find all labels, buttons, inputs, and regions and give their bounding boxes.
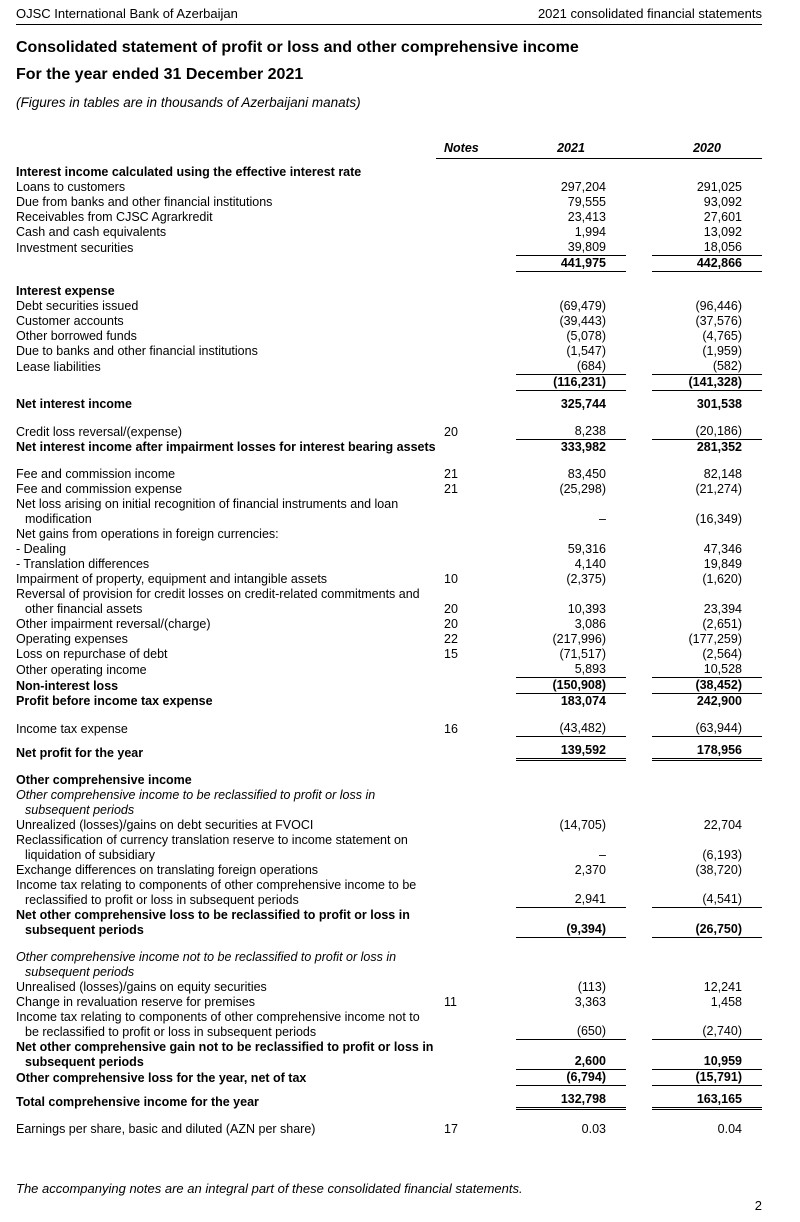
row-value-2020: (15,791)	[652, 1070, 762, 1086]
row-value-2020: (177,259)	[688, 632, 742, 646]
table-row	[16, 694, 762, 709]
row-value-2021: 3,363	[574, 995, 606, 1009]
table-row	[16, 557, 762, 572]
row-value-2020: (141,328)	[652, 375, 762, 391]
row-value-2020: (26,750)	[652, 922, 762, 938]
table-row	[16, 980, 762, 995]
row-value-2020: 1,458	[710, 995, 742, 1009]
row-label: Unrealised (losses)/gains on equity securities	[16, 980, 267, 994]
row-value-2020: (38,452)	[652, 678, 762, 694]
row-notes: 17	[444, 1122, 458, 1136]
row-value-2020: (2,564)	[702, 647, 742, 661]
row-label: Net gains from operations in foreign currencies:	[16, 527, 279, 541]
table-row	[16, 863, 762, 878]
page-title: Consolidated statement of profit or loss and other comprehensive income	[16, 39, 579, 56]
row-label: Credit loss reversal/(expense)	[16, 425, 183, 439]
row-value-2021: (43,482)	[516, 721, 626, 737]
row-label: Customer accounts	[16, 314, 124, 328]
row-value-2021: 1,994	[574, 225, 606, 239]
row-label: Operating expenses	[16, 632, 128, 646]
table-row	[16, 424, 762, 440]
row-label: Fee and commission income	[16, 467, 176, 481]
table-row	[16, 344, 762, 359]
row-label: Impairment of property, equipment and intangible assets	[16, 572, 328, 586]
table-row	[16, 617, 762, 632]
row-value-2021: 139,592	[516, 743, 626, 761]
row-notes: 10	[444, 572, 458, 586]
row-value-2021: 132,798	[516, 1092, 626, 1110]
table-row	[16, 587, 762, 617]
row-label: Other comprehensive income not to be reclassified to profit or loss in subsequent periods	[16, 950, 397, 979]
row-value-2020: (582)	[652, 359, 762, 375]
row-value-2021: 4,140	[574, 557, 606, 571]
row-value-2021: 2,941	[516, 892, 626, 908]
row-value-2021: 39,809	[516, 240, 626, 256]
row-label: Net interest income	[16, 397, 133, 411]
column-gap	[626, 156, 652, 159]
row-value-2020: 291,025	[696, 180, 742, 194]
page-header	[16, 5, 762, 25]
table-row	[16, 210, 762, 225]
table-row	[16, 788, 762, 818]
table-row	[16, 1092, 762, 1110]
row-value-2020: 19,849	[703, 557, 742, 571]
row-label: Receivables from CJSC Agrarkredit	[16, 210, 213, 224]
row-value-2020: 47,346	[703, 542, 742, 556]
table-row	[16, 1010, 762, 1040]
table-row	[16, 497, 762, 527]
row-label: Income tax relating to components of other comprehensive income not to be reclassified to profit or loss in subsequent periods	[16, 1010, 420, 1039]
row-value-2021: (39,443)	[559, 314, 606, 328]
table-row	[16, 329, 762, 344]
row-value-2021: (684)	[516, 359, 626, 375]
row-value-2020: (96,446)	[695, 299, 742, 313]
column-gap	[496, 156, 516, 159]
row-label: Net other comprehensive loss to be reclassified to profit or loss in subsequent periods	[16, 908, 410, 937]
row-value-2021: 3,086	[574, 617, 606, 631]
row-label: Reversal of provision for credit losses on credit-related commitments and other financial assets	[16, 587, 420, 616]
row-label: Earnings per share, basic and diluted (AZN per share)	[16, 1122, 316, 1136]
row-value-2020: 442,866	[652, 256, 762, 272]
row-label: Net loss arising on initial recognition of financial instruments and loan modification	[16, 497, 399, 526]
row-label: Other operating income	[16, 663, 147, 677]
table-row	[16, 314, 762, 329]
row-value-2020: 281,352	[696, 440, 742, 454]
row-value-2020: 242,900	[696, 694, 742, 708]
table-row	[16, 1070, 762, 1086]
row-value-2021: (1,547)	[566, 344, 606, 358]
row-label: - Translation differences	[16, 557, 150, 571]
table-row	[16, 482, 762, 497]
row-value-2020: (37,576)	[695, 314, 742, 328]
row-value-2021: (71,517)	[559, 647, 606, 661]
row-label: Profit before income tax expense	[16, 694, 213, 708]
table-row	[16, 662, 762, 678]
page-header-right: 2021 consolidated financial statements	[537, 6, 762, 21]
row-label: Lease liabilities	[16, 360, 101, 374]
row-value-2021: –	[599, 848, 606, 862]
row-label: Interest expense	[16, 284, 115, 298]
row-value-2021: (6,794)	[516, 1070, 626, 1086]
row-value-2020: (20,186)	[652, 424, 762, 440]
row-value-2020: 22,704	[703, 818, 742, 832]
table-row	[16, 818, 762, 833]
table-row	[16, 647, 762, 662]
table-row	[16, 743, 762, 761]
row-value-2021: 2,370	[574, 863, 606, 877]
row-label: Non-interest loss	[16, 679, 119, 693]
row-value-2021: (217,996)	[552, 632, 606, 646]
table-row	[16, 678, 762, 694]
row-value-2020: (6,193)	[702, 848, 742, 862]
row-value-2021: –	[599, 512, 606, 526]
row-label: Income tax relating to components of other comprehensive income to be reclassified to profit or loss in subsequent periods	[16, 878, 417, 907]
table-row	[16, 467, 762, 482]
table-row	[16, 440, 762, 455]
row-label: Net interest income after impairment losses for interest bearing assets	[16, 440, 436, 454]
row-value-2021: 333,982	[560, 440, 606, 454]
row-label: Other impairment reversal/(charge)	[16, 617, 211, 631]
row-value-2021: (9,394)	[516, 922, 626, 938]
row-label: Other comprehensive loss for the year, net of tax	[16, 1071, 307, 1085]
page-header-left: OJSC International Bank of Azerbaijan	[16, 6, 238, 21]
statement-table-body	[16, 165, 762, 1137]
table-row	[16, 995, 762, 1010]
row-value-2020: (63,944)	[652, 721, 762, 737]
row-notes: 20	[444, 425, 458, 439]
table-row	[16, 527, 762, 542]
row-value-2020: 178,956	[652, 743, 762, 761]
row-notes: 16	[444, 722, 458, 736]
table-row	[16, 195, 762, 210]
table-row	[16, 180, 762, 195]
row-notes: 20	[444, 617, 458, 631]
row-value-2021: 0.03	[581, 1122, 606, 1136]
table-row	[16, 632, 762, 647]
row-value-2020: 12,241	[703, 980, 742, 994]
row-label: - Dealing	[16, 542, 67, 556]
table-row	[16, 1040, 762, 1070]
row-label: Fee and commission expense	[16, 482, 183, 496]
row-value-2021: 23,413	[567, 210, 606, 224]
row-notes: 22	[444, 632, 458, 646]
table-row	[16, 542, 762, 557]
row-label: Exchange differences on translating foreign operations	[16, 863, 319, 877]
table-row	[16, 773, 762, 788]
row-value-2020: 301,538	[696, 397, 742, 411]
row-label: Interest income calculated using the effective interest rate	[16, 165, 362, 179]
row-value-2021: 297,204	[560, 180, 606, 194]
row-value-2020: 163,165	[652, 1092, 762, 1110]
row-value-2020: 10,959	[652, 1054, 762, 1070]
footer-note: The accompanying notes are an integral part of these consolidated financial statements.	[16, 1181, 523, 1196]
table-row	[16, 240, 762, 256]
table-row	[16, 950, 762, 980]
table-row	[16, 833, 762, 863]
table-row	[16, 397, 762, 412]
row-label: Other comprehensive income	[16, 773, 192, 787]
row-notes: 20	[444, 602, 458, 616]
row-label: Reclassification of currency translation reserve to income statement on liquidation of subsidiary	[16, 833, 408, 862]
row-value-2021: (116,231)	[516, 375, 626, 391]
row-value-2021: 83,450	[567, 467, 606, 481]
row-notes: 21	[444, 482, 458, 496]
row-value-2021: (650)	[516, 1024, 626, 1040]
row-label: Loans to customers	[16, 180, 126, 194]
row-label: Change in revaluation reserve for premises	[16, 995, 256, 1009]
row-value-2021: 325,744	[560, 397, 606, 411]
row-value-2021: (113)	[577, 980, 606, 994]
table-row	[16, 375, 762, 391]
row-value-2020: 93,092	[703, 195, 742, 209]
row-value-2021: (5,078)	[566, 329, 606, 343]
row-value-2020: 23,394	[703, 602, 742, 616]
row-value-2021: (69,479)	[559, 299, 606, 313]
row-label: Investment securities	[16, 241, 134, 255]
row-value-2021: 79,555	[567, 195, 606, 209]
units-note: (Figures in tables are in thousands of Azerbaijani manats)	[16, 95, 361, 110]
column-header-notes: Notes	[436, 141, 496, 159]
table-row	[16, 165, 762, 180]
row-value-2020: (16,349)	[695, 512, 742, 526]
table-row	[16, 256, 762, 272]
row-label: Net other comprehensive gain not to be reclassified to profit or loss in subsequent periods	[16, 1040, 434, 1069]
row-value-2020: (21,274)	[695, 482, 742, 496]
table-row	[16, 225, 762, 240]
row-label: Cash and cash equivalents	[16, 225, 167, 239]
row-label: Total comprehensive income for the year	[16, 1095, 259, 1109]
row-value-2021: (25,298)	[559, 482, 606, 496]
row-value-2021: 10,393	[567, 602, 606, 616]
page-number: 2	[754, 1198, 762, 1213]
row-value-2020: (4,541)	[652, 892, 762, 908]
row-label: Other borrowed funds	[16, 329, 137, 343]
table-row	[16, 572, 762, 587]
row-value-2021: 5,893	[516, 662, 626, 678]
table-row	[16, 1122, 762, 1137]
table-header-row	[16, 141, 762, 159]
row-label: Income tax expense	[16, 722, 128, 736]
row-value-2020: 13,092	[703, 225, 742, 239]
row-notes: 11	[444, 995, 457, 1009]
table-row	[16, 284, 762, 299]
row-value-2020: (1,959)	[702, 344, 742, 358]
row-value-2020: (38,720)	[695, 863, 742, 877]
row-value-2020: 0.04	[717, 1122, 742, 1136]
row-value-2020: 27,601	[703, 210, 742, 224]
table-row	[16, 908, 762, 938]
row-label: Loss on repurchase of debt	[16, 647, 168, 661]
row-value-2020: (2,740)	[652, 1024, 762, 1040]
statement-table	[16, 141, 762, 1137]
page-subtitle: For the year ended 31 December 2021	[16, 66, 304, 83]
row-value-2020: (2,651)	[702, 617, 742, 631]
table-row	[16, 878, 762, 908]
row-label: Debt securities issued	[16, 299, 139, 313]
row-value-2020: 10,528	[652, 662, 762, 678]
row-value-2021: (2,375)	[566, 572, 606, 586]
table-row	[16, 721, 762, 737]
row-value-2020: 82,148	[703, 467, 742, 481]
row-label: Net profit for the year	[16, 746, 144, 760]
row-label: Due to banks and other financial institutions	[16, 344, 258, 358]
row-value-2021: 2,600	[516, 1054, 626, 1070]
row-value-2021: 183,074	[560, 694, 606, 708]
table-row	[16, 359, 762, 375]
column-header-2021: 2021	[516, 141, 626, 159]
column-header-2020: 2020	[652, 141, 762, 159]
table-row	[16, 299, 762, 314]
row-value-2021: (150,908)	[516, 678, 626, 694]
row-label: Other comprehensive income to be reclassified to profit or loss in subsequent periods	[16, 788, 376, 817]
row-value-2020: 18,056	[652, 240, 762, 256]
row-value-2021: (14,705)	[559, 818, 606, 832]
row-notes: 21	[444, 467, 458, 481]
row-label: Due from banks and other financial institutions	[16, 195, 273, 209]
row-value-2021: 441,975	[516, 256, 626, 272]
row-value-2020: (4,765)	[702, 329, 742, 343]
row-label: Unrealized (losses)/gains on debt securities at FVOCI	[16, 818, 314, 832]
row-value-2020: (1,620)	[702, 572, 742, 586]
row-notes: 15	[444, 647, 458, 661]
row-value-2021: 8,238	[516, 424, 626, 440]
row-value-2021: 59,316	[567, 542, 606, 556]
